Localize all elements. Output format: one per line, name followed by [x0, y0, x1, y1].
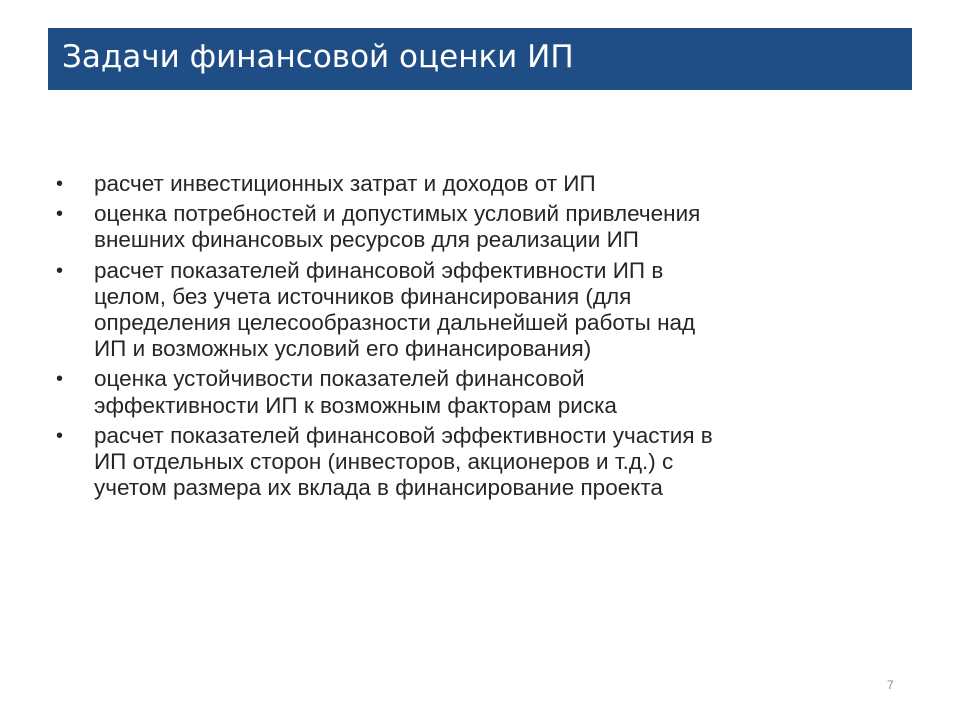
bullet-item[interactable]	[56, 258, 906, 363]
bullet-line: ИП отдельных сторон (инвесторов, акционеров и т.д.) с	[94, 449, 674, 475]
bullet-line: целом, без учета источников финансирования (для	[94, 283, 632, 309]
bullet-line: расчет показателей финансовой эффективности участия в	[94, 422, 713, 448]
slide-title: Задачи финансовой оценки ИП	[62, 39, 574, 75]
bullet-line: внешних финансовых ресурсов для реализации ИП	[94, 227, 639, 253]
bullet-dot-icon: •	[56, 259, 64, 282]
bullet-dot-icon: •	[56, 203, 64, 226]
bullet-line: учетом размера их вклада в финансирование проекта	[94, 475, 663, 501]
bullet-line: оценка устойчивости показателей финансовой	[94, 366, 585, 392]
bullet-line: расчет инвестиционных затрат и доходов от ИП	[94, 171, 596, 196]
bullet-item[interactable]	[56, 171, 906, 197]
bullet-dot-icon: •	[56, 173, 64, 195]
bullet-line: оценка потребностей и допустимых условий привлечения	[94, 201, 701, 227]
bullet-line: расчет показателей финансовой эффективности ИП в	[94, 257, 664, 283]
bullet-list	[56, 171, 906, 505]
slide-number: 7	[887, 678, 894, 692]
bullet-line: определения целесообразности дальнейшей работы над	[94, 310, 696, 336]
bullet-line: ИП и возможных условий его финансирования)	[94, 336, 592, 362]
bullet-line: эффективности ИП к возможным факторам риска	[94, 392, 617, 418]
bullet-item[interactable]	[56, 366, 906, 418]
bullet-dot-icon: •	[56, 424, 64, 447]
bullet-dot-icon: •	[56, 368, 64, 391]
bullet-item[interactable]	[56, 201, 906, 253]
title-bar	[48, 28, 912, 90]
bullet-item[interactable]	[56, 423, 906, 502]
